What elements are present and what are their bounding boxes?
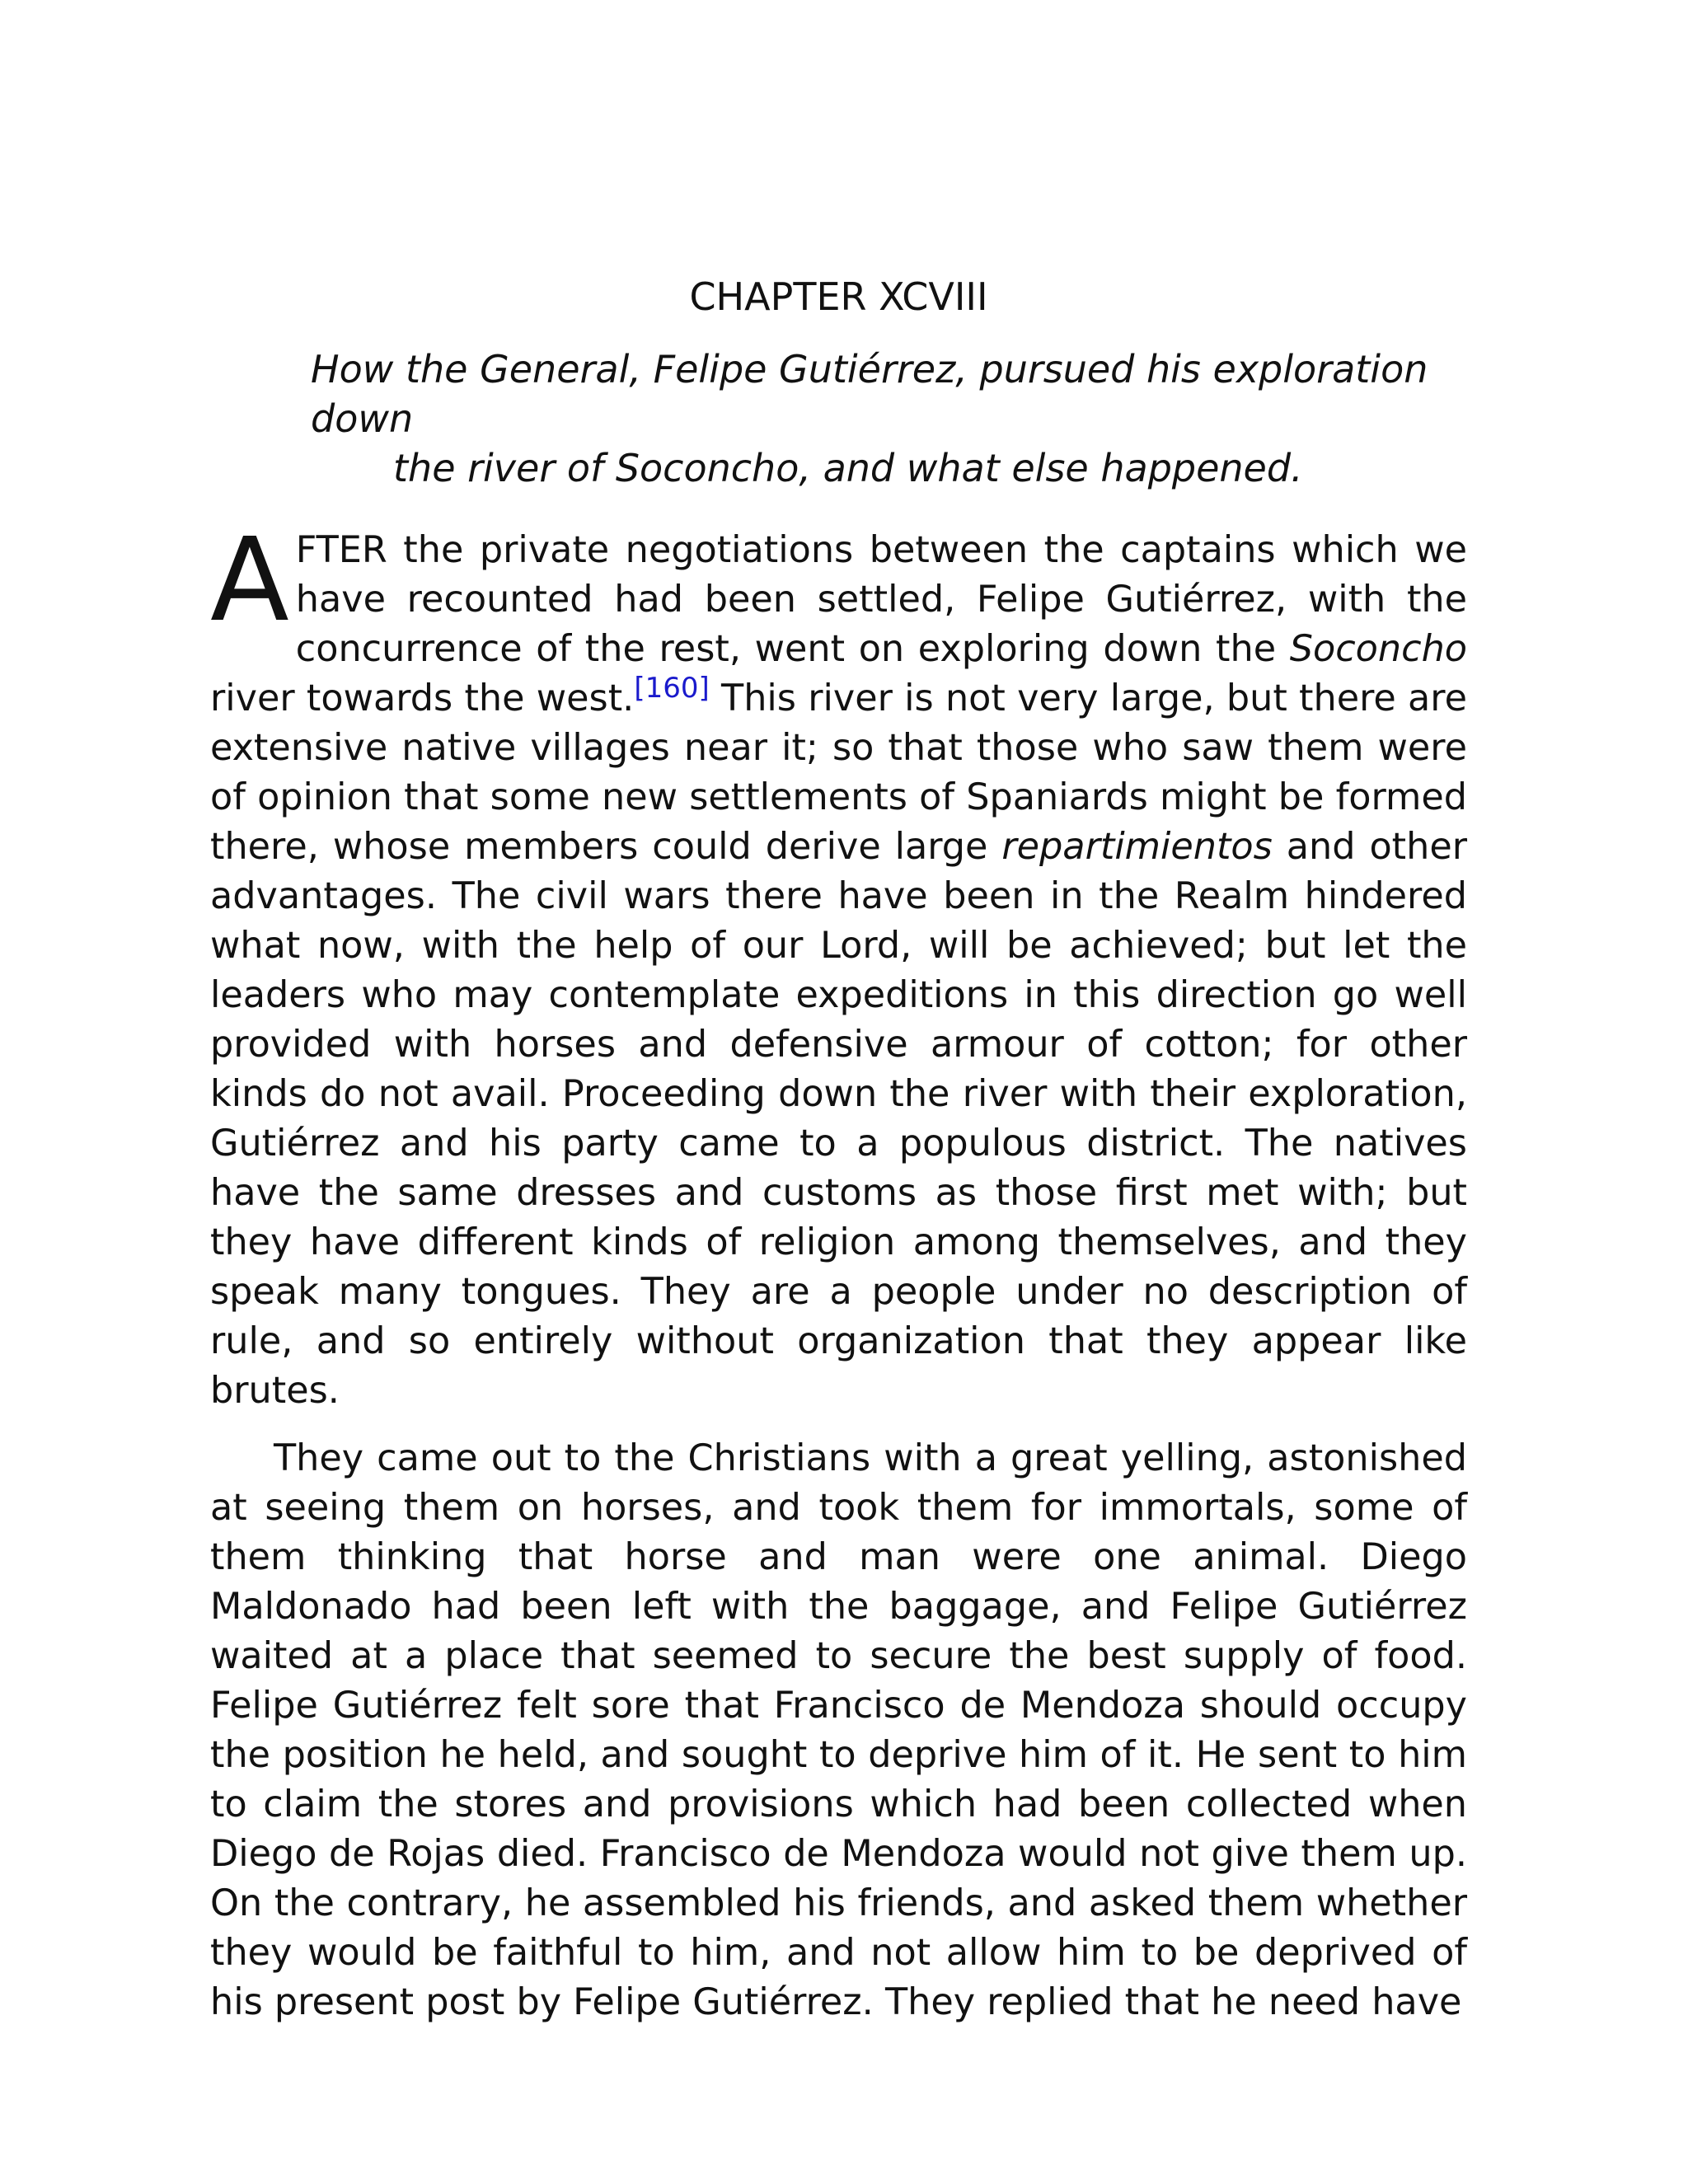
river-name-italic: Soconcho	[1289, 628, 1467, 670]
paragraph-1-text-c: This river is not very large, but there are extensive native villages near it; so that those who saw them were of opinion that some new settlements of Spaniards might be formed there, whose members could derive large	[210, 677, 1468, 868]
paragraph-1	[210, 513, 1468, 1416]
paragraph-2: They came out to the Christians with a great yelling, astonished at seeing them on horses, and took them for immortals, some of them thinking that horse and man were one animal. Diego Maldonado had been left with the baggage, and Felipe Gutiérrez waited at a place that seemed to secure the best supply of food. Felipe Gutiérrez felt sore that Francisco de Mendoza should occupy the position he held, and sought to deprive him of it. He sent to him to claim the stores and provisions which had been collected when Diego de Rojas died. Francisco de Mendoza would not give them up. On the contrary, he assembled his friends, and asked them whether they would be faithful to him, and not allow him to be deprived of his present post by Felipe Gutiérrez. They replied that he need have	[210, 1437, 1467, 2023]
subtitle-line-2: the river of Soconcho, and what else happened.	[393, 446, 1303, 490]
repartimientos-italic: repartimientos	[1001, 826, 1273, 868]
paragraph-1-text-b: river towards the west.	[210, 677, 635, 719]
subtitle-line-1: How the General, Felipe Gutiérrez, pursued his exploration down	[311, 347, 1428, 441]
paragraph-1-text-d: and other advantages. The civil wars there have been in the Realm hindered what now, with the help of our Lord, will be achieved; but let the leaders who may contemplate expeditions in this direction go well provided with horses and defensive armour of cotton; for other kinds do not avail. Proceeding down the river with their exploration, Gutiérrez and his party came to a populous district. The natives have the same dresses and customs as those first met with; but they have different kinds of religion among themselves, and they speak many tongues. They are a people under no description of rule, and so entirely without organization that they appear like brutes.	[210, 826, 1468, 1412]
drop-cap: A	[210, 513, 289, 648]
page-content	[210, 272, 1467, 2027]
chapter-subtitle	[210, 344, 1467, 493]
paragraph-1-text-a: FTER the private negotiations between the captains which we have recounted had been settled, Felipe Gutiérrez, with the concurrence of the rest, went on exploring down the	[295, 529, 1467, 670]
footnote-link-160[interactable]: [160]	[634, 672, 710, 705]
chapter-title: CHAPTER XCVIII	[689, 274, 988, 319]
